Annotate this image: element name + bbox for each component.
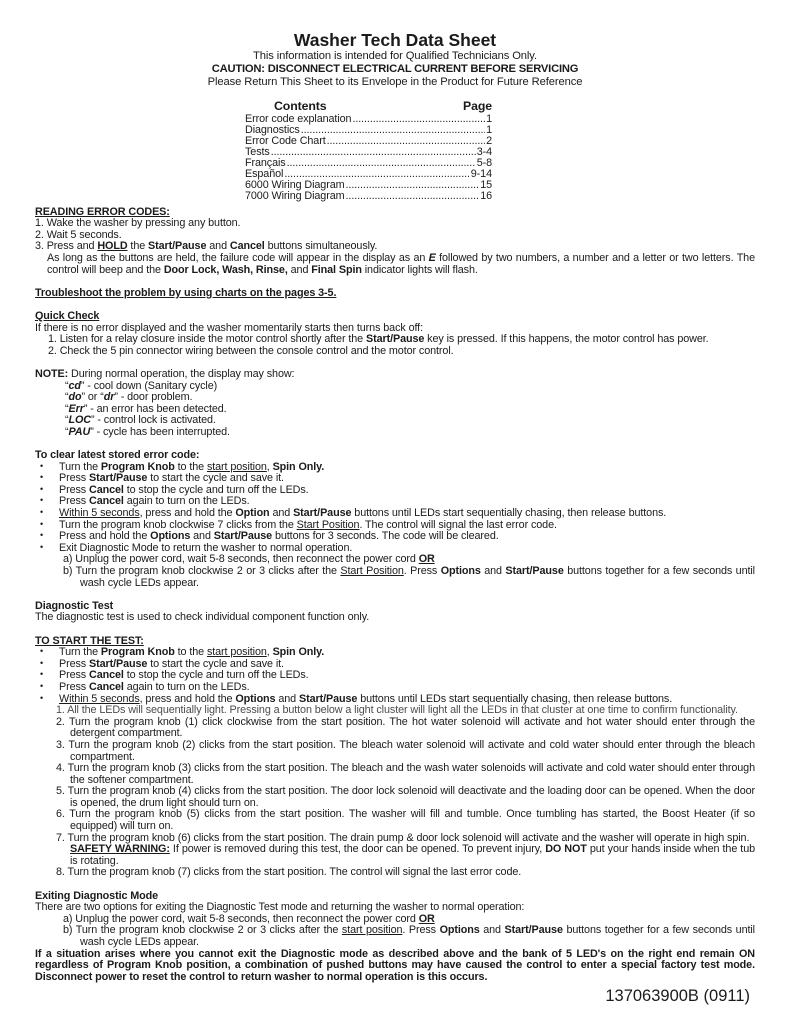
toc-leader-dots: [287, 158, 476, 169]
doc-line: • Turn the program knob clockwise 7 clicks from the Start Position. The control will signal the last error code.: [35, 520, 755, 532]
part-number: 137063900B (0911): [605, 987, 750, 1006]
toc-header-row: [245, 99, 492, 113]
toc-rows: [245, 114, 492, 202]
doc-line: 4. Turn the program knob (3) clicks from the start position. The bleach and the wash water solenoids will activate and cold water should enter through the softener compartment.: [56, 762, 755, 786]
doc-line: “PAU” - cycle has been interrupted.: [65, 425, 230, 438]
section-heading-exiting-diagnostic-mode: Exiting Diagnostic Mode: [35, 889, 159, 902]
doc-line: “do” or “dr” - door problem.: [65, 391, 193, 404]
doc-line: “LOC” - control lock is activated.: [65, 414, 216, 427]
doc-line: “Err” - an error has been detected.: [65, 402, 227, 415]
toc-item-label: Error Code Chart: [245, 134, 326, 147]
toc-leader-dots: [346, 191, 480, 202]
toc-item-page: 16: [480, 189, 492, 202]
spacer: [35, 299, 755, 311]
doc-line: 2. Turn the program knob (1) click clockwise from the start position. The hot water solenoid will activate and hot water should enter through the detergent compartment.: [56, 715, 755, 740]
document-header: [35, 30, 755, 90]
toc-item: [245, 136, 492, 147]
doc-line: “cd” - cool down (Sanitary cycle): [65, 379, 218, 392]
doc-line: 2. Wait 5 seconds.: [35, 228, 122, 241]
doc-line: There are two options for exiting the Diagnostic Test mode and returning the washer to normal operation:: [35, 901, 525, 914]
doc-line: • Within 5 seconds, press and hold the Options and Start/Pause buttons until LEDs start sequentially chasing, then release buttons.: [35, 694, 755, 706]
doc-line: • Press Cancel to stop the cycle and turn off the LEDs.: [35, 485, 755, 497]
doc-line: • Press Cancel again to turn on the LEDs.: [35, 496, 755, 508]
document-body: [35, 207, 755, 984]
toc-item-page: 3-4: [476, 145, 492, 158]
toc-item-page: 9-14: [470, 167, 492, 180]
doc-line: 3. Press and HOLD the Start/Pause and Cancel buttons simultaneously.: [35, 240, 378, 253]
header-caution-line: CAUTION: DISCONNECT ELECTRICAL CURRENT BEFORE SERVICING: [211, 63, 579, 76]
toc-item-page: 1: [486, 112, 492, 125]
section-heading-to-start-the-test: TO START THE TEST:: [35, 634, 144, 647]
toc-item-page: 2: [486, 134, 492, 147]
doc-line: The diagnostic test is used to check individual component function only.: [35, 611, 370, 624]
toc-leader-dots: [352, 114, 485, 125]
doc-line: 1. All the LEDs will sequentially light. Pressing a button below a light cluster will light all the LEDs in that cluster at one time to confirm functionality.: [56, 704, 738, 717]
doc-line: • Press Cancel to stop the cycle and turn off the LEDs.: [35, 670, 755, 682]
doc-line: • Within 5 seconds, press and hold the Option and Start/Pause buttons until LEDs start sequentially chasing, then release buttons.: [35, 508, 755, 520]
doc-line: • Press Start/Pause to start the cycle and save it.: [35, 659, 755, 671]
doc-line: b) Turn the program knob clockwise 2 or 3 clicks after the start position. Press Options and Start/Pause buttons together for a few seconds until wash cycle LEDs appear.: [63, 924, 755, 949]
toc-item-page: 1: [486, 123, 492, 136]
doc-line: a) Unplug the power cord, wait 5-8 seconds, then reconnect the power cord OR: [63, 912, 435, 925]
section-heading-clear-error-code: To clear latest stored error code:: [35, 449, 200, 462]
toc-item-page: 5-8: [476, 156, 492, 169]
doc-line: 7. Turn the program knob (6) clicks from the start position. The drain pump & door lock solenoid will activate and the washer will operate in high spin.: [56, 831, 750, 844]
doc-line: • Press Start/Pause to start the cycle and save it.: [35, 473, 755, 485]
toc-item-label: Español: [245, 167, 284, 180]
header-return-note: Please Return This Sheet to its Envelope in the Product for Future Reference: [207, 76, 583, 89]
toc-item: [245, 158, 492, 169]
toc-leader-dots: [346, 180, 480, 191]
doc-line: 5. Turn the program knob (4) clicks from the start position. The door lock solenoid will deactivate and the loading door can be opened. When the door is opened, the drum light should turn on.: [56, 785, 755, 809]
doc-line: 2. Check the 5 pin connector wiring between the console control and the motor control.: [48, 344, 454, 357]
header-audience-note: This information is intended for Qualified Technicians Only.: [253, 50, 537, 62]
doc-line: 3. Turn the program knob (2) clicks from the start position. The bleach water solenoid will activate and cold water should enter through the bleach compartment.: [56, 738, 755, 763]
toc-item-label: Français: [245, 156, 286, 169]
doc-line: • Press and hold the Options and Start/Pause buttons for 3 seconds. The code will be cleared.: [35, 531, 755, 543]
toc-item: [245, 147, 492, 158]
toc-item-label: 7000 Wiring Diagram: [245, 189, 345, 202]
doc-line: NOTE: During normal operation, the display may show:: [35, 367, 295, 380]
doc-line: a) Unplug the power cord, wait 5-8 seconds, then reconnect the power cord OR: [63, 553, 435, 566]
doc-line: If a situation arises where you cannot exit the Diagnostic mode as described above and the bank of 5 LED's on the right end remain ON regardless of Program Knob position, a combination of pushed buttons may have caused the control to enter a special factory test mode. Disconnect power to reset the control to return washer to normal operation is this occurs.: [35, 947, 755, 983]
doc-line: 8. Turn the program knob (7) clicks from the start position. The control will signal the last error code.: [56, 866, 522, 879]
doc-line: SAFETY WARNING: If power is removed during this test, the door can be opened. To prevent injury, DO NOT put your hands inside when the tub is rotating.: [70, 843, 756, 867]
toc-item-page: 15: [480, 178, 492, 191]
doc-line: b) Turn the program knob clockwise 2 or 3 clicks after the Start Position. Press Options and Start/Pause buttons together for a few seconds until wash cycle LEDs appear.: [63, 565, 755, 589]
toc-page-heading: Page: [463, 98, 492, 113]
section-heading-diagnostic-test: Diagnostic Test: [35, 599, 114, 612]
toc-item: [245, 169, 492, 180]
doc-line: • Exit Diagnostic Mode to return the washer to normal operation.: [35, 543, 755, 555]
toc-leader-dots: [301, 125, 485, 136]
doc-line: • Turn the Program Knob to the start position, Spin Only.: [35, 462, 755, 474]
doc-line: • Turn the Program Knob to the start position, Spin Only.: [35, 647, 755, 659]
toc-leader-dots: [327, 136, 485, 147]
section-heading-troubleshoot: Troubleshoot the problem by using charts on the pages 3-5.: [35, 286, 337, 299]
toc-item-label: 6000 Wiring Diagram: [245, 178, 345, 191]
doc-line: 6. Turn the program knob (5) clicks from the start position. The washer will fill and tumble. Once tumbling has started, the Boost Heater (if so equipped) will turn on.: [56, 808, 755, 833]
toc-item: [245, 191, 492, 202]
toc-item-label: Error code explanation: [245, 112, 352, 125]
section-heading-quick-check: Quick Check: [35, 309, 100, 322]
doc-line: As long as the buttons are held, the failure code will appear in the display as an E followed by two numbers, a number and a letter or two letters. The control will beep and the Door Lock, Wash, Rinse, and Final Spin indicator lights will flash.: [47, 251, 755, 276]
toc-contents-heading: Contents: [274, 98, 327, 113]
doc-line: • Press Cancel again to turn on the LEDs.: [35, 682, 755, 694]
doc-line: 1. Wake the washer by pressing any button.: [35, 217, 241, 230]
toc-leader-dots: [271, 147, 476, 158]
toc-item: [245, 125, 492, 136]
table-of-contents: [245, 99, 492, 202]
spacer: [35, 589, 755, 601]
toc-item-label: Tests: [245, 145, 270, 158]
page-title: Washer Tech Data Sheet: [293, 30, 497, 50]
toc-item-label: Diagnostics: [245, 123, 300, 136]
doc-line: 1. Listen for a relay closure inside the motor control shortly after the Start/Pause key is pressed. If this happens, the motor control has power.: [48, 333, 709, 346]
section-heading-reading-error-codes: READING ERROR CODES:: [35, 205, 170, 218]
toc-item: [245, 180, 492, 191]
toc-item: [245, 114, 492, 125]
toc-leader-dots: [284, 169, 469, 180]
doc-line: If there is no error displayed and the washer momentarily starts then turns back off:: [35, 321, 423, 334]
